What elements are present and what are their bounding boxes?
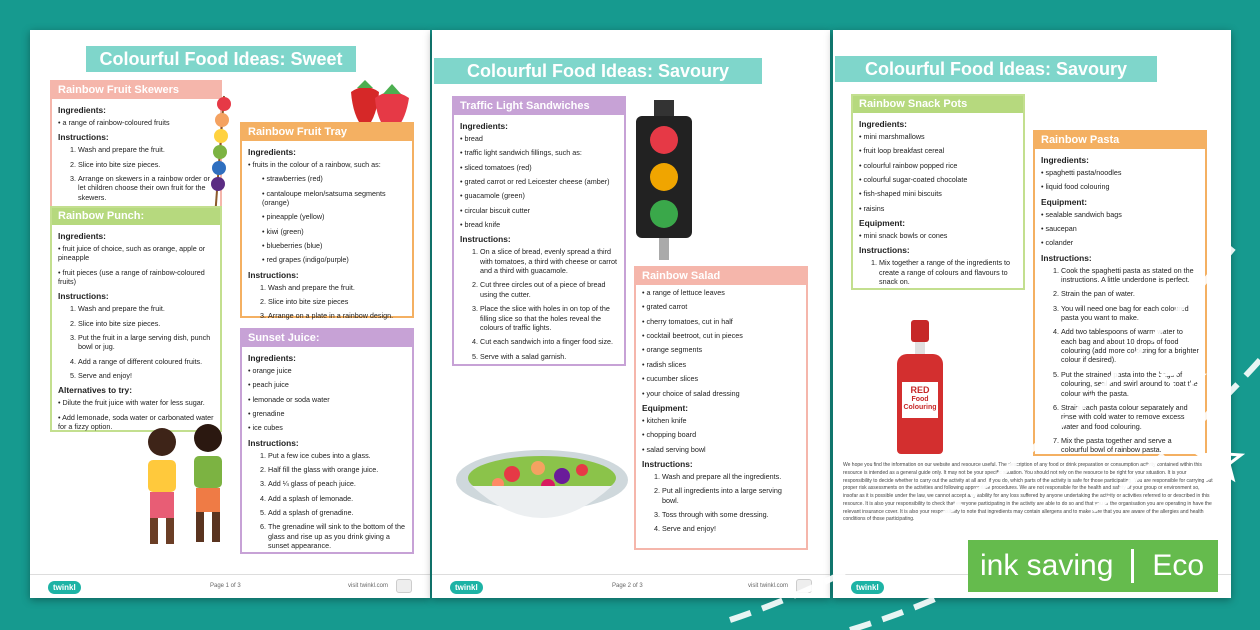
list-item: • raisins [859,204,1017,213]
bottle-label-line2: Food [911,395,929,403]
children-drinking-illustration [130,416,240,552]
list-item: • orange segments [642,345,800,354]
list-item: 7. Mix the pasta together and serve a colourful bowl of rainbow pasta. [1061,436,1199,455]
list-item: • ice cubes [248,423,406,432]
instructions-heading: Instructions: [1041,252,1092,263]
list-item: • peach juice [248,380,406,389]
list-item: 2. Slice into bite size pieces. [78,319,214,328]
list-item: 3. Toss through with some dressing. [662,510,800,519]
instructions-heading: Instructions: [58,291,109,302]
list-item: 2. Strain the pan of water. [1061,289,1199,298]
page-sweet [30,30,430,598]
ink-saving-label: ink saving [980,549,1114,582]
list-item: 6. The grenadine will sink to the bottom of the glass and rise up as you drink giving a sunset appearance. [268,522,406,550]
salad-bowl-illustration [452,440,632,540]
card-title: Rainbow Snack Pots [853,96,1023,113]
list-item: • lemonade or soda water [248,395,406,404]
list-item: 1. Put a few ice cubes into a glass. [268,451,406,460]
ingredients-heading: Ingredients: [58,105,106,115]
list-item: • cantaloupe melon/satsuma segments (orange) [262,189,406,208]
instructions-heading: Instructions: [859,245,910,256]
instructions-heading: Instructions: [460,234,511,245]
list-item: • radish slices [642,360,800,369]
card-title: Rainbow Pasta [1035,132,1205,149]
badge-divider [1131,549,1134,583]
list-item: 3. Put the fruit in a large serving dish, punch bowl or jug. [78,333,214,352]
list-item: • saucepan [1041,224,1199,233]
equipment-heading: Equipment: [1041,196,1088,207]
list-item: • sealable sandwich bags [1041,210,1199,219]
list-item: • cherry tomatoes, cut in half [642,317,800,326]
list-item: • orange juice [248,366,406,375]
quality-badge-icon [396,579,412,593]
list-item: • fruits in the colour of a rainbow, such as: [248,160,406,169]
list-item: • pineapple (yellow) [262,212,406,221]
list-item: • blueberries (blue) [262,241,406,250]
twinkl-logo: twinkl [48,581,81,594]
list-item: • grated carrot or red Leicester cheese (amber) [460,177,618,186]
list-item: • bread knife [460,220,618,229]
list-item: • Dilute the fruit juice with water for less sugar. [58,398,214,407]
list-item: • Add lemonade, soda water or carbonated water for a fizzy option. [58,413,214,432]
list-item: 4. Add a range of different coloured fruits. [78,357,214,366]
list-item: • fruit pieces (use a range of rainbow-coloured fruits) [58,268,214,287]
disclaimer-text: We hope you find the information on our website and resource useful. The description of any food or drink preparation or consumption activity contained within this resource is intended as a general guide only. It may not be your specific situation. You should not rely on the resource to be right for your situation. It is your responsibility to decide whether to carry out the activity at all and, if you do, which parts of the activity is safe for those participating. You are responsible for carrying out proper risk assessments on the activities and following appropriate procedures. We are not responsible for the health and safety of your group or environment so, insofar as it is possible under the law, we cannot accept any liability for any loss suffered by anyone undertaking the activity or activities referred to or described in this resource. It is also your responsibility to check that everyone participating in the activity are able to do so and that you or the organisation you are operating in have the relevant insurance cover. It is also your responsibility to note that ingredients may contain allergens and to make sure that you are aware of the allergies and health conditions of those participating. [843,462,1213,523]
twinkl-logo: twinkl [851,581,884,594]
list-item: 5. Serve and enjoy! [78,371,214,380]
card-title: Sunset Juice: [242,330,412,347]
list-item: • strawberries (red) [262,174,406,183]
list-item: 3. Arrange on a plate in a rainbow design. [268,311,406,320]
list-item: 2. Slice into bite size pieces. [78,160,214,169]
site-url[interactable]: visit twinkl.com [347,583,388,589]
bottle-label-line1: RED [910,385,930,395]
list-item: • fish-shaped mini biscuits [859,189,1017,198]
list-item: 3. You will need one bag for each coloured pasta you want to make. [1061,304,1199,323]
list-item: • red grapes (indigo/purple) [262,255,406,264]
card-rainbow-punch [50,206,222,432]
list-item: 2. Slice into bite size pieces [268,297,406,306]
card-title: Rainbow Punch: [52,208,220,225]
list-item: • chopping board [642,430,800,439]
list-item: • kiwi (green) [262,227,406,236]
list-item: • fruit juice of choice, such as orange, apple or pineapple [58,244,214,263]
list-item: 6. Strain each pasta colour separately and rinse with cold water to remove excess water and food colouring. [1061,403,1199,431]
list-item: 5. Add a splash of grenadine. [268,508,406,517]
instructions-heading: Instructions: [642,458,693,469]
star-icon [1199,440,1241,479]
ingredients-heading: Ingredients: [248,353,296,363]
list-item: • fruit loop breakfast cereal [859,146,1017,155]
page-title: Colourful Food Ideas: Savoury [835,56,1157,82]
ingredients-heading: Ingredients: [58,231,106,241]
list-item: • traffic light sandwich fillings, such as: [460,148,618,157]
list-item: 4. Add two tablespoons of warm water to each bag and about 10 drops of food colouring (add more colouring for a brighter colour if desired). [1061,327,1199,364]
list-item: • circular biscuit cutter [460,206,618,215]
list-item: • grenadine [248,409,406,418]
list-item: • cocktail beetroot, cut in pieces [642,331,800,340]
card-title: Traffic Light Sandwiches [454,98,624,115]
twinkl-logo: twinkl [450,581,483,594]
list-item: • spaghetti pasta/noodles [1041,168,1199,177]
list-item: 5. Put the strained pasta into the bags of colouring, seal and swirl around to coat the colour with the pasta. [1061,370,1199,398]
card-traffic-light-sandwiches [452,96,626,366]
list-item: 3. Place the slice with holes in on top of the filling slice so that the holes reveal the colours of traffic lights. [480,304,618,332]
list-item: 1. Wash and prepare the fruit. [78,145,214,154]
instructions-heading: Instructions: [248,269,299,280]
list-item: 1. Cook the spaghetti pasta as stated on the instructions. A little underdone is perfect. [1061,266,1199,285]
list-item: • salad serving bowl [642,445,800,454]
list-item: • a range of lettuce leaves [642,288,800,297]
list-item: • colourful rainbow popped rice [859,161,1017,170]
list-item: 3. Arrange on skewers in a rainbow order or let children choose their own fruit for the skewers. [78,174,214,202]
list-item: • guacamole (green) [460,191,618,200]
card-title: Rainbow Fruit Tray [242,124,412,141]
ink-saving-eco-badge [968,540,1218,592]
list-item: • kitchen knife [642,416,800,425]
ingredients-heading: Ingredients: [859,119,907,129]
star-icon [1161,360,1203,399]
list-item: 1. Wash and prepare the fruit. [268,283,406,292]
list-item: 4. Add a splash of lemonade. [268,494,406,503]
instructions-heading: Instructions: [248,437,299,448]
list-item: • bread [460,134,618,143]
list-item: 1. Wash and prepare all the ingredients. [662,472,800,481]
card-sunset-juice [240,328,414,554]
list-item: 5. Serve with a salad garnish. [480,352,618,361]
card-rainbow-fruit-tray [240,122,414,321]
list-item: • colourful sugar-coated chocolate [859,175,1017,184]
instructions-heading: Instructions: [58,132,109,143]
list-item: 2. Half fill the glass with orange juice. [268,465,406,474]
list-item: • liquid food colouring [1041,182,1199,191]
list-item: 2. Put all ingredients into a large serving bowl. [662,486,800,505]
equipment-heading: Equipment: [642,402,689,413]
page-title: Colourful Food Ideas: Savoury [434,58,762,84]
list-item: • mini snack bowls or cones [859,231,1017,240]
alternatives-heading: Alternatives to try: [58,385,132,396]
page-number: Page 2 of 3 [612,583,643,589]
card-title: Rainbow Fruit Skewers [52,82,220,99]
list-item: 1. Wash and prepare the fruit. [78,304,214,313]
list-item: • grated carrot [642,302,800,311]
equipment-heading: Equipment: [859,218,906,229]
ingredients-heading: Ingredients: [1041,155,1089,165]
list-item: 1. On a slice of bread, evenly spread a third with tomatoes, a third with cheese or carrot and a third with guacamole. [480,247,618,275]
list-item: • colander [1041,238,1199,247]
card-title: Rainbow Salad [636,268,806,285]
list-item: 1. Mix together a range of the ingredients to create a range of colours and flavours to snack on. [879,258,1017,286]
list-item: • a range of rainbow-coloured fruits [58,118,214,127]
traffic-light-illustration [632,100,696,260]
bottle-label-line3: Colouring [903,403,937,411]
list-item: • mini marshmallows [859,132,1017,141]
list-item: 4. Cut each sandwich into a finger food size. [480,337,618,346]
eco-label: Eco [1152,549,1205,582]
ingredients-heading: Ingredients: [460,121,508,131]
list-item: • cucumber slices [642,374,800,383]
page-footer [30,574,430,598]
list-item: 3. Add ¼ glass of peach juice. [268,479,406,488]
list-item: • sliced tomatoes (red) [460,163,618,172]
list-item: 4. Serve and enjoy! [662,524,800,533]
ingredients-heading: Ingredients: [248,147,296,157]
site-url[interactable]: visit twinkl.com [747,583,788,589]
list-item: • your choice of salad dressing [642,389,800,398]
list-item: 2. Cut three circles out of a piece of bread using the cutter. [480,280,618,299]
page-number: Page 1 of 3 [210,583,241,589]
page-title: Colourful Food Ideas: Sweet [86,46,356,72]
